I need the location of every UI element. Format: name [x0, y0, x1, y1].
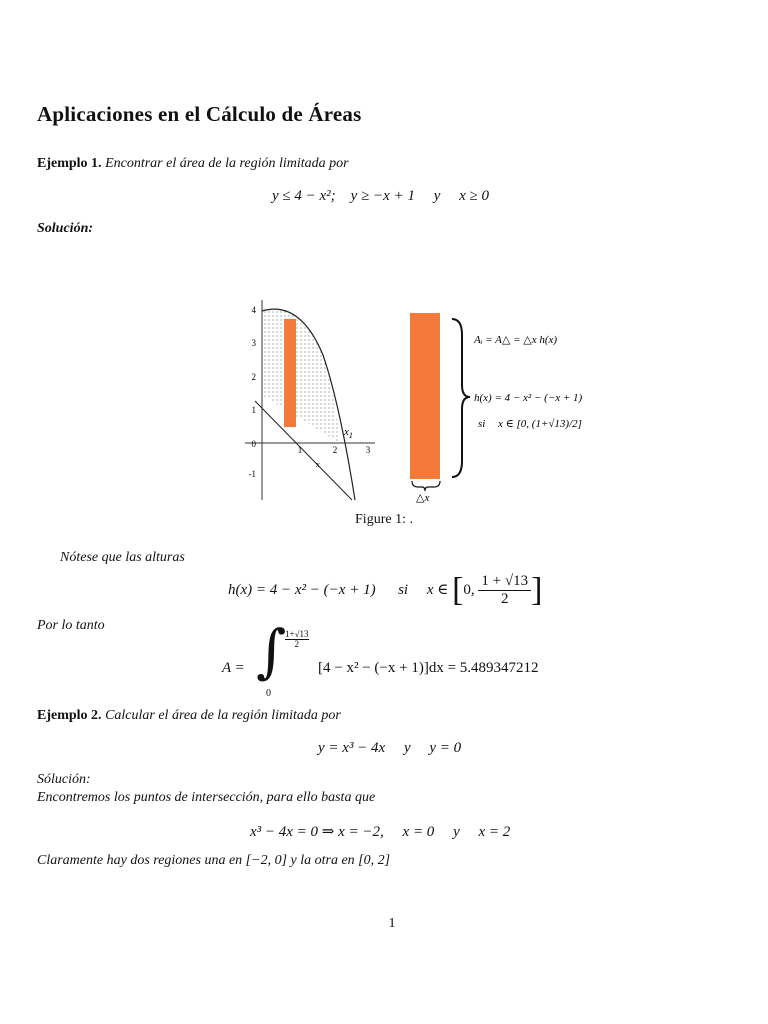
condition-3: x ≥ 0 [459, 188, 490, 204]
integral-upper-limit [285, 630, 309, 649]
therefore-text: Por lo tanto [37, 618, 105, 633]
shaded-region [262, 309, 340, 443]
height-equation [228, 568, 542, 613]
si-label: si [478, 418, 486, 430]
solution-label: Solución: [37, 221, 94, 236]
intersection-equation [250, 822, 510, 841]
example1-statement: Encontrar el área de la región limitada por [105, 156, 349, 171]
x-tick: 3 [365, 445, 371, 455]
upper-limit-denominator: 2 [294, 639, 299, 649]
interval-fraction [478, 573, 531, 608]
rectangle-diagram [400, 305, 630, 505]
left-bracket: [ [452, 571, 464, 609]
example2-heading [37, 708, 341, 724]
example2-solution-label: Sólución: [37, 772, 91, 787]
y-tick: 2 [251, 372, 256, 382]
equation-2: y = 0 [429, 740, 462, 756]
intersection-formula: x³ − 4x = 0 ⇒ x = −2, [250, 824, 384, 840]
integral-lower-limit: 0 [266, 688, 271, 699]
connector: y [453, 824, 460, 840]
page-title: Aplicaciones en el Cálculo de Áreas [37, 102, 362, 126]
regions-text: Claramente hay dos regiones una en [−2, 0] y la otra en [0, 2] [37, 853, 391, 868]
x-tick: 1 [297, 445, 303, 455]
integral-lhs: A = [222, 660, 245, 676]
interval-label: x ∈ [0, (1+√13)/2] [498, 418, 582, 430]
upper-limit-numerator: 1+√13 [285, 629, 309, 639]
integrand: [4 − x² − (−x + 1)]dx = 5.489347212 [318, 660, 539, 676]
y-tick: 0 [251, 439, 256, 449]
root-3: x = 2 [478, 824, 511, 840]
height-formula: h(x) = 4 − x² − (−x + 1) [228, 582, 376, 598]
interval-start: 0, [463, 582, 475, 598]
x-label: x [316, 460, 320, 469]
region-graph [240, 295, 380, 505]
y-tick: 3 [251, 338, 256, 348]
example2-statement: Calcular el área de la región limitada por [105, 708, 341, 723]
x1-label: $x_1$ [344, 426, 353, 440]
connector: y [433, 188, 441, 204]
x-tick: 2 [332, 445, 338, 455]
large-rectangle [410, 313, 440, 479]
condition-1: y ≤ 4 − x²; [272, 188, 336, 204]
y-tick: -1 [248, 469, 256, 479]
integral-sign-icon: ∫ [256, 617, 287, 685]
in-text: x ∈ [426, 582, 449, 598]
y-tick: 1 [251, 405, 256, 415]
height-formula-label: h(x) = 4 − x² − (−x + 1) [474, 392, 583, 404]
sample-rectangle [284, 319, 296, 427]
condition-2: y ≥ −x + 1 [350, 188, 415, 204]
area-formula-label: Aᵢ = A△ = △x h(x) [474, 334, 558, 346]
note-text: Nótese que las alturas [60, 550, 185, 565]
bottom-brace-icon [412, 481, 440, 491]
right-brace-icon [452, 319, 470, 477]
dx-label: △x [416, 492, 430, 504]
figure-caption: Figure 1: . [355, 512, 413, 527]
example2-equations [318, 740, 461, 757]
example2-label: Ejemplo 2. [37, 708, 102, 723]
equation-1: y = x³ − 4x [318, 740, 386, 756]
right-bracket: ] [531, 571, 543, 609]
fraction-denominator: 2 [501, 591, 509, 608]
example1-heading [37, 156, 349, 172]
connector: y [403, 740, 411, 756]
example1-conditions [272, 188, 489, 205]
page-number: 1 [388, 916, 396, 931]
root-2: x = 0 [402, 824, 435, 840]
example1-label: Ejemplo 1. [37, 156, 102, 171]
si-text: si [398, 582, 409, 598]
intersection-text: Encontremos los puntos de intersección, para ello basta que [37, 790, 376, 805]
fraction-numerator: 1 + √13 [478, 573, 531, 591]
y-tick: 4 [251, 305, 256, 315]
